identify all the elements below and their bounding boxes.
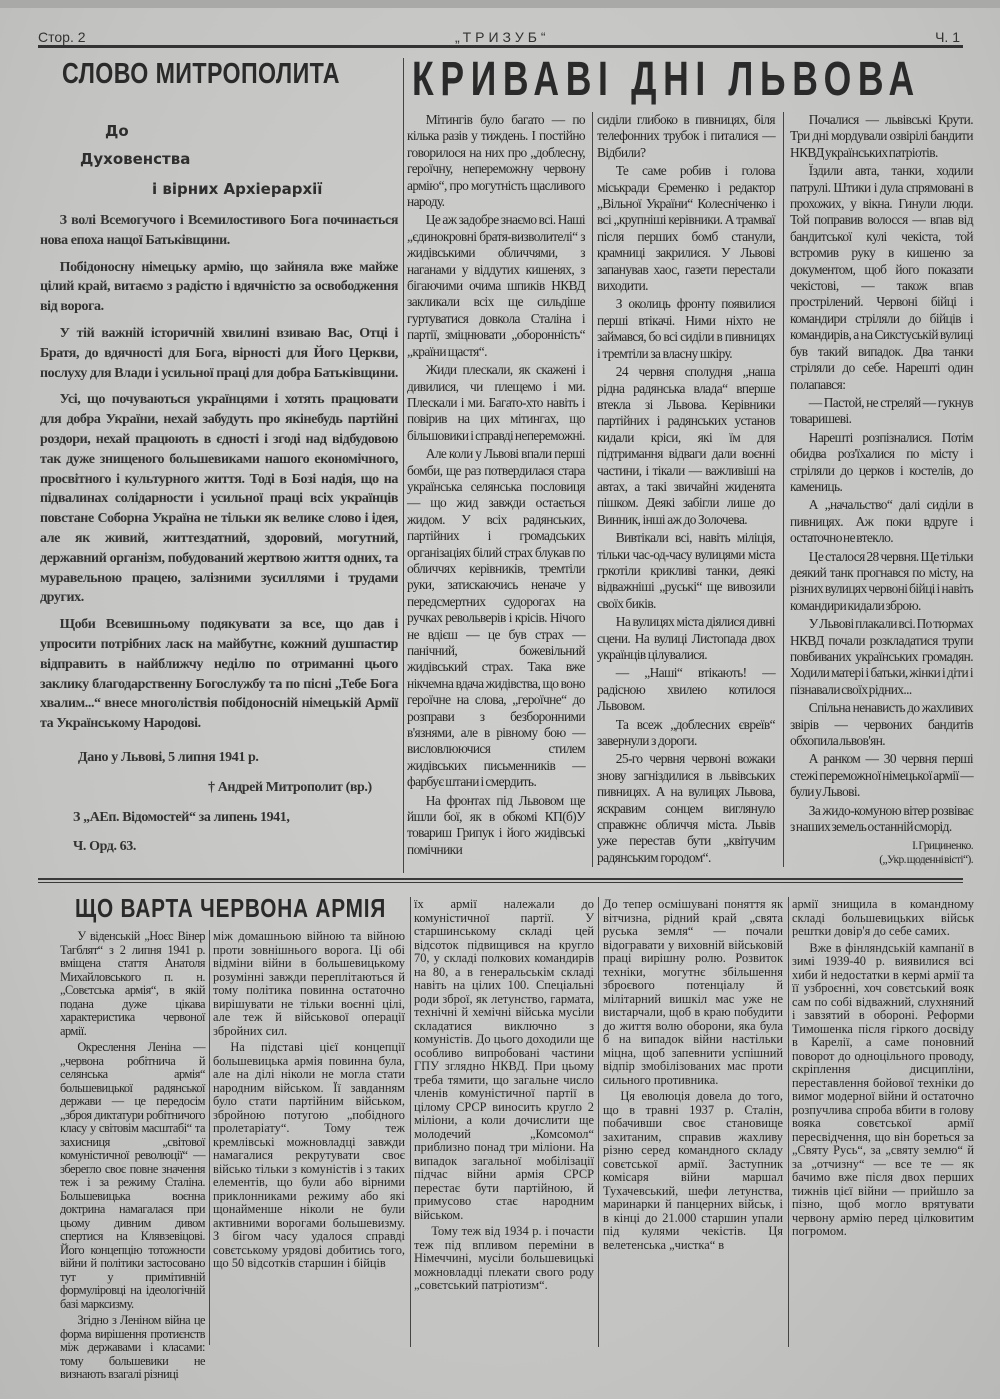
column-divider <box>209 930 210 1345</box>
paragraph: між домашньою війною та війною проти зовнішнього ворога. Ці обі відміни війни в большевицькому розумінні завжди переплітаються й тому політика повинна остаточно вирішувати не тільки воєнні цілі, але теж й військової операції збройних сил. <box>213 929 405 1038</box>
paragraph: Спільна ненависть до жахливих звірів — червоних бандитів обхопила львов'ян. <box>790 700 973 749</box>
newspaper-name: „ТРИЗУБ“ <box>455 29 550 45</box>
paragraph: Але коли у Львові впали перші бомби, ще раз потвердилася стара українська селянська пословиця — що жид завжди остається жидом. У всіх радянських, партійних і громадських організаціях білий страх блукав по обличчях керівників, тремтіли руки, затискаючись неначе у передсмертних судорогах на ручках револьверів і крісів. Нічого не вдієш — це був страх — панічний, божевільний жидівський страх. Така вже нікчемна вдача жидівства, що воно героїчне на слова, „героїчне“ до розправи з безборонними в'язнями, але в рівному бою — висловлюючися стилем жидівських письменників — фарбує штани і смердить. <box>407 446 585 790</box>
column-divider <box>410 897 411 1347</box>
paragraph: У тій важній історичній хвилині взиваю Вас, Отці і Братя, до вдячності для Бога, вірності для Його Церкви, послуху для Влади і усильної праці для добра Батьківщини. <box>40 325 399 381</box>
paragraph: Це сталося 28 червня. Ще тільки деякий танк прогнався по місту, на різних вулицях червоні бійці і навіть командири кидали зброю. <box>790 548 973 613</box>
paragraph: Їздили авта, танки, ходили патрулі. Штики і дула спрямовані в прохожих, у вікна. Гинули люди. Той поправив волосся — впав від бандитської кулі чекіста, той встромив руку в кишеню за документом, щоб його показати чекістові, — також впав прострілений. Червоні бійці і командири стріляли до бійців і командирів, а на Сикстуській вулиці був такий випадок. Два танки стріляли до себе. Нарешті один полапався: <box>790 163 973 392</box>
army-column-2 <box>213 930 405 1274</box>
issue-number: Ч. 1 <box>935 29 960 45</box>
lviv-column-2 <box>597 112 775 868</box>
paragraph: Та всеж „доблесних євреїв“ завернули з дороги. <box>597 716 775 749</box>
paragraph: Усі, що почуваються українцями і хотять працювати для добра України, нехай забудуть про якінебудь партійні роздори, нехай працюють в єдності і згоді над відбудовою так дуже знищеного большевиками нашого економічного, просвітного і культурного життя. Тоді в Бозі надія, що на підвалинах солідарности і усильної праці всіх українців повстане Соборна Україна не тільки як велике слово і ідея, але як живий, життездатний, здоровий, могутний, державний організм, побудований жертвою життя одних, та муравельною працею, залізними зусиллями і трудами других. <box>40 392 398 606</box>
signature: † Андрей Митрополит (вр.) <box>208 779 372 795</box>
paragraph: Жиди плескали, як скажені і дивилися, чи плещемо і ми. Плескали і ми. Багато-хто навіть і повірив на цих мітингах, що більшовики і справді непереможні. <box>407 362 585 443</box>
paragraph: Ця еволюція довела до того, що в травні 1937 р. Сталін, побачивши своє становище захитаним, справив жахливу різню серед командного складу совєтської армії. Заступник комісаря війни маршал Тухачевський, шефи летунства, маринарки й панцерних військ, і в кінці до 21.000 старшин упали під кулями чекістів. Ця велетенська „чистка“ в <box>603 1089 783 1252</box>
paragraph: Окреслення Леніна — „червона робітнича й селянська армія“ большевицької радянської держави — це передосім „зброя диктатури робітничого класу у світовім масштабі“ та захисниця „світової комуністичної революції“ — зберегло своє повне значення теж і за режиму Сталіна. Большевицька воєнна доктрина намагалася при цьому дивним дивом спертися на Клявзевіцові. Його концепцію тотожности війни й політики застосовано тут у примітивній формулірoвці на ідеологічній базі марксизму. <box>60 1040 205 1311</box>
army-column-5 <box>792 898 974 1242</box>
army-title: ЩО ВАРТА ЧЕРВОНА АРМІЯ <box>75 893 387 923</box>
paragraph: Нарешті розпізналися. Потім обидва роз'їхалися по місту і стріляли до церков і костелів, до камениць. <box>790 429 973 494</box>
paragraph: Вивтікали всі, навіть міліція, тільки час-од-часу вулицями міста гркотіли крикливі танки, деякі відважніші „руські“ ще вивозили своїх биків. <box>597 530 775 611</box>
paragraph: На фронтах під Львовом ще йшли бої, як в обкомі КП(б)У товариш Грипук і його жидівські помічники <box>407 792 585 857</box>
paragraph: На підставі цієї концепції большевицька армія повинна була, але на ділі ніколи не могла стати народним військом. Її завданням було стати партійним військом, збройною потугою „побідного пролетаріату“. Тому теж кремлівські можновладці завжди намагалися рекрутувати своє військо тільки з комуністів і з таких елементів, що були або вірними приклонниками режиму або які щонайменше ніколи не були активними ворогами большевизму. З бігом часу удалося справді совєтському урядові добитись того, що 50 відсотків старшин і бійців <box>213 1040 405 1270</box>
paragraph: А „начальство“ далі сиділи в пивницях. Аж поки вдруге і остаточно не втекло. <box>790 497 973 546</box>
column-divider <box>788 897 789 1347</box>
dateline: Дано у Львові, 5 липня 1941 р. <box>78 749 259 765</box>
lviv-column-1 <box>407 112 585 860</box>
paragraph: У віденській „Ноєс Вінер Тагблят“ з 2 липня 1941 р. вміщена стаття Анатоля Михайловського п. н. „Совєтська армія“, в якій подана дуже цікава характеристика червоної армії. <box>60 929 205 1038</box>
page-number: Стор. 2 <box>38 29 86 45</box>
paragraph: У Львові плакали всі. По тюрмах НКВД почали розкладатися трупи повбиваних українських громадян. Ходили матері і батьки, жінки і діти і пізнавали своїх рідних... <box>790 616 973 697</box>
author-credit: І. Грициненко. <box>912 840 973 853</box>
paragraph: армії знищила в командному складі большевицьких військ рештки довір'я до себе самих. <box>792 897 974 938</box>
paragraph: З волі Всемогучого і Всемилостивого Бога починається нова епоха нащої Батьківщини. <box>40 213 398 248</box>
paragraph: Щоби Всевишньому подякувати за все, що дав і упросити потрібних ласк на майбутнє, кожний душпастир відправить в найближчу неділю по отриманні цього заклику благодарственну Богослужбу та по пісні „Тебе Бога хвалим...“ внесе многоліствія побідоносній німецькій Армії та Українському Народові. <box>40 617 398 732</box>
section-rule <box>38 878 963 880</box>
scan-edge <box>0 0 1000 8</box>
column-divider <box>783 112 784 867</box>
order-number: Ч. Орд. 63. <box>73 839 136 855</box>
header-rule <box>38 45 963 48</box>
paragraph: На вулицях міста діялися дивні сцени. На вулиці Листопада двох українців цілувалися. <box>597 614 775 662</box>
paragraph: Вже в фінляндській кампанії в зимі 1939-40 р. виявилися всі хиби й недостатки в кермі армії та її узброєнні, хоч совєтський вояк сам по собі відважний, слухняний і завзятий в обороні. Реформи Тимошенка після гіркого досвіду в Карелії, а саме поновний поворот до одноцільного проводу, скріплення дисципліни, переставлення бойової техніки до вимог модерної війни й остаточно розпучлива спроба вбити в голову вояка совєтської армії пересвідчення, що він бореться за „Святу Русь“, за „святу землю“ й за „отчизну“ — все те — як бачимо вже після двох перших тижнів цієї війни — прийшло за пізно, щоб могло врятувати червону армію перед цілковитим погромом. <box>792 940 974 1238</box>
paragraph: Це аж задобре знаємо всі. Наші „єдинокровні братя-визволителі“ з жидівськими обличчями, з наганами у віддутих кишенях, з бігаючими очима шпиків НКВД закликали всіх ще сильдіше гуртуватися довкола Сталіна і партії, зміцнювати „оборонність“ „країни щастя“. <box>407 212 585 359</box>
paragraph: 25-го червня червоні вожаки знову загніздилися в львівських пивницях. А на вулицях Львова, яскравим сонцем виглянуло справжнє обличчя міста. Львів уже перестав бути „квітучим радянським городом“. <box>597 751 775 865</box>
paragraph: Те саме робив і голова міськради Єременко і редактор „Вільної України“ Колесніченко і всі „крупніші керівники. А трамваї після перших бомб станули, крамниці закрилися. У Львові запанував хаос, газети перестали виходити. <box>597 163 775 294</box>
lviv-column-3 <box>790 112 973 867</box>
army-column-4 <box>603 898 783 1255</box>
address-line-3: і вірних Архіерархії <box>152 180 323 198</box>
metropolitan-title: СЛОВО МИТРОПОЛИТА <box>62 58 340 90</box>
paragraph: 24 червня сполудня „наша рідна радянська влада“ вперше втекла зі Львова. Керівники партійних і радянських установ кидали кріси, які їм для підтримання відваги дали воєнні частини, і тікали — важливіші на автах, а такі звичайні жиденята пішком. Деякі забігли лише до Винник, інші аж до Золочева. <box>597 364 775 527</box>
paragraph: Мітингів було багато — по кілька разів у тиждень. І постійно говорилося на них про „доблесну, героїчну, непереможну червону армію“, про могутність щасливого народу. <box>407 112 585 210</box>
paragraph: До тепер осмішувані поняття як вітчизна, рідний край „свята руська земля“ — почали відогравати у виховній військовій праці вирішну ролю. Розвиток техніки, могутнє збільшення зброєвого потенціалу й мілітарний вишкіл мас уже не вистарчали, щоб в краю побудити до життя волю оборони, яка була б на випадок війни настільки міцна, щоб запевнити успішний відпір змобілізованих мас проти сильного противника. <box>603 897 783 1087</box>
source-credit: („Укр. щоденні вісті“). <box>879 854 973 867</box>
paragraph: — Пастой, не стреляй — гукнув товаришеві. <box>790 394 973 427</box>
section-rule <box>38 882 963 883</box>
source-note: З „АЕп. Відомостей“ за липень 1941, <box>73 809 290 825</box>
paragraph: їх армії належали до комуністичної партії. У старшинському складі цей відсоток підвищився на кругло 70, у складі полкових командирів на 80, а в генеральськім складі навіть на цілих 100. Спеціальні роди зброї, як летунство, гармата, технічні й хемічні війська мусіли складатися виключно з комуністів. До цього доходили ще особливо випробовані частини ГПУ зглядно НКВД. При цьому треба тямити, що загальне число членів комуністичної партії в цілому СРСР виносить кругло 2 міліони, а коли дочислити ще молодечий „Комсомол“ приблизно понад три міліони. На випадок загальної мобілізації підчас війни армія СРСР перестає бути партійною, й примусово стає народним військом. <box>414 897 594 1222</box>
paragraph: З околиць фронту появилися перші втікачі. Ними ніхто не займався, бо всі сиділи в пивницях і тремтіли за власну шкіру. <box>597 296 775 361</box>
paragraph: Згідно з Леніном війна це форма вирішення протиєнств між державами і класами: тому большевики не визнають взагалі різниці <box>60 1313 205 1381</box>
column-divider <box>598 897 599 1347</box>
paragraph: сиділи глибоко в пивницях, біля телефонних трубок і питалися — Відбили? <box>597 112 775 160</box>
metropolitan-body <box>40 211 398 857</box>
metropolitan-paragraphs <box>40 211 398 734</box>
paragraph: Тому теж від 1934 р. і почасти теж під впливом переміни в Німеччині, мусіли большевицькі можновладці плекати свого роду „совєтський патріотизм“. <box>414 1224 594 1292</box>
paragraph: А ранком — 30 червня перші стежі переможної німецької армії — були у Львові. <box>790 751 973 800</box>
paragraph: Почалися — львівські Крути. Три дні мордували озвірілі бандити НКВД українських патріотів. <box>790 112 973 160</box>
paragraph: Побідоносну німецьку армію, що зайняла вже майже цілий край, витаємо з радістю і вдячністю за освободження від ворога. <box>40 259 398 315</box>
army-column-1 <box>60 930 205 1385</box>
address-line-1: До <box>105 122 129 140</box>
column-divider <box>403 58 404 873</box>
paragraph: За жидо-комуною вітер розвіває з наших земель останній сморід. <box>790 802 973 835</box>
army-column-3 <box>414 898 594 1296</box>
address-line-2: Духовенства <box>80 150 191 168</box>
column-divider <box>592 112 593 867</box>
lviv-title: КРИВАВІ ДНІ ЛЬВОВА <box>412 53 921 106</box>
paragraph: — „Наші“ втікають! — радісною хвилею котилося Львовом. <box>597 665 775 714</box>
